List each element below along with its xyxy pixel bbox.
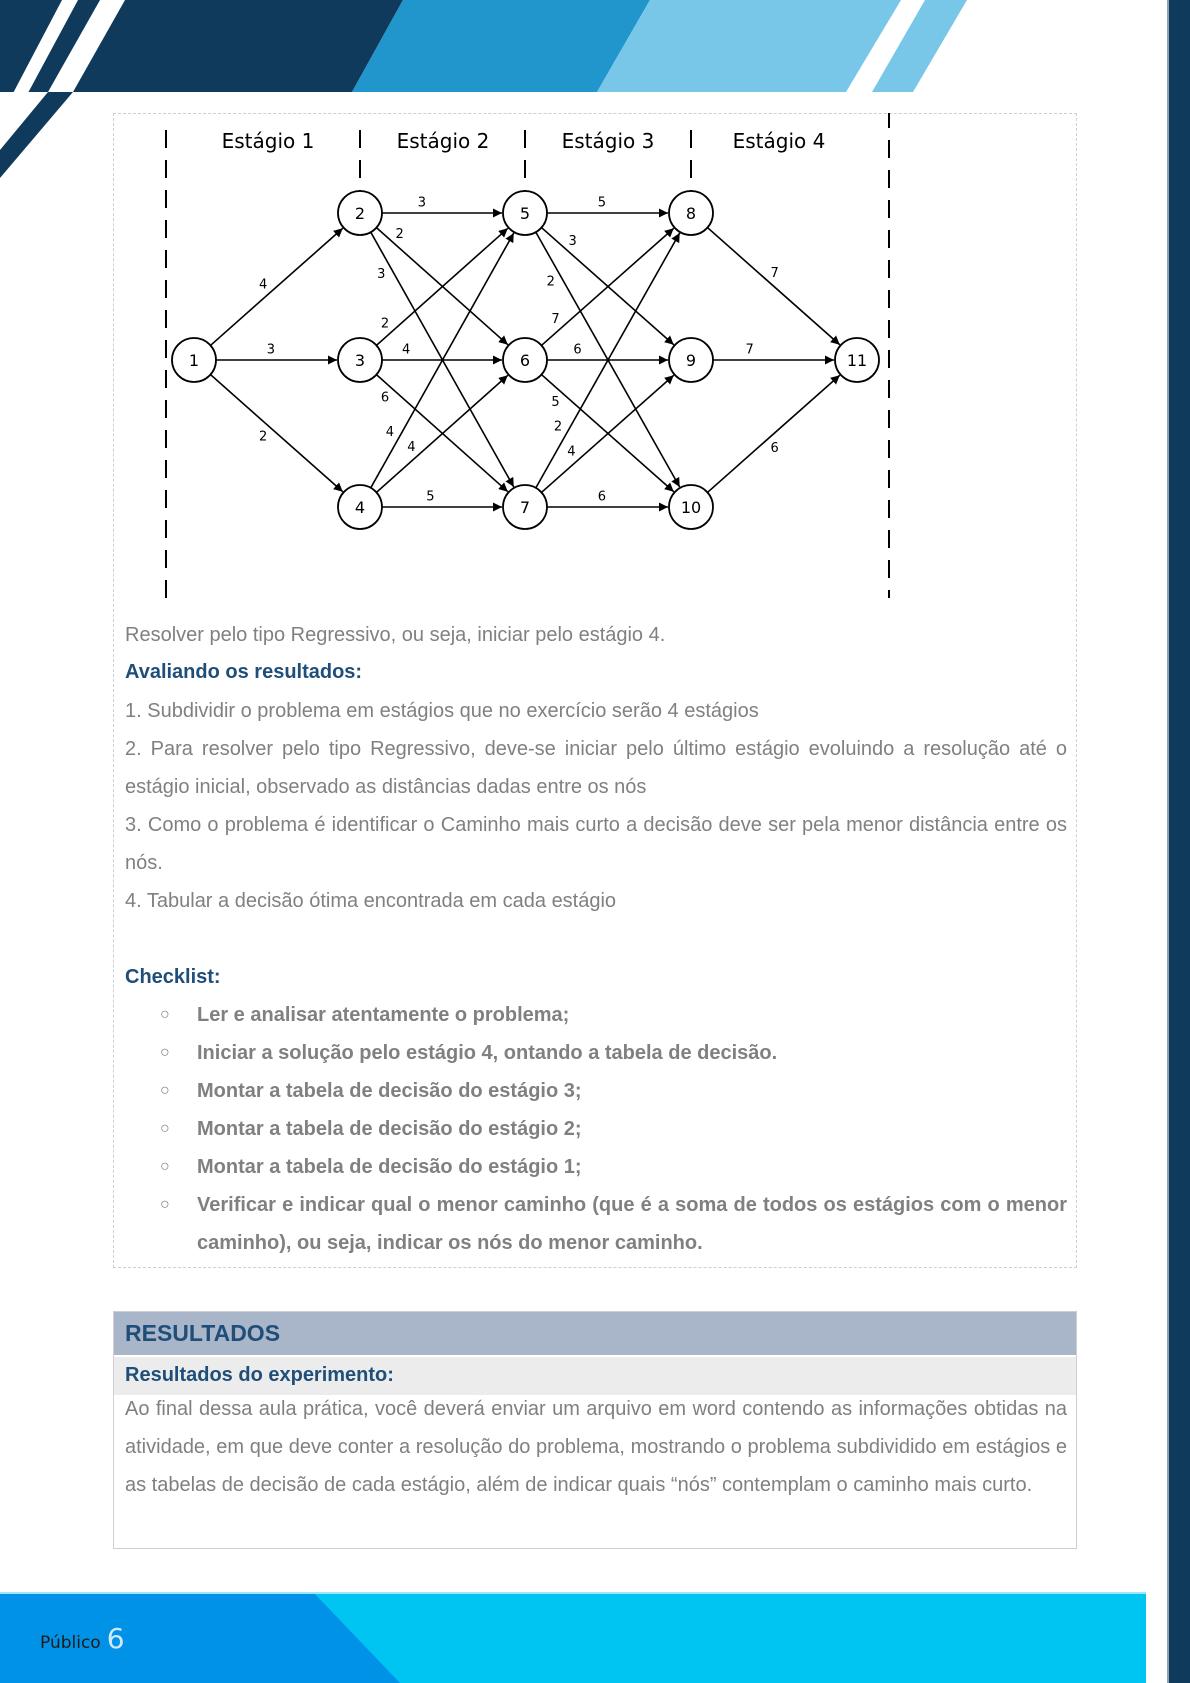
node-1 bbox=[172, 338, 216, 382]
edge-weight-label: 3 bbox=[568, 234, 577, 250]
intro-text: Resolver pelo tipo Regressivo, ou seja, iniciar pelo estágio 4. bbox=[125, 624, 666, 646]
footer-row bbox=[40, 1622, 125, 1655]
checklist-item bbox=[160, 996, 1067, 1034]
results-title: RESULTADOS bbox=[125, 1320, 281, 1346]
footer-banner bbox=[0, 1592, 1146, 1683]
step-1: 1. Subdividir o problema em estágios que no exercício serão 4 estágios bbox=[125, 700, 759, 722]
edge-weight-label: 4 bbox=[567, 444, 576, 460]
edge-weight-label: 6 bbox=[597, 489, 607, 505]
node-label: 2 bbox=[354, 204, 366, 223]
classification-label: Público bbox=[40, 1633, 101, 1653]
node-label: 5 bbox=[519, 204, 531, 223]
node-label: 7 bbox=[519, 498, 531, 517]
edge-weight-label: 6 bbox=[573, 342, 582, 358]
checklist-item-text: Montar a tabela de decisão do estágio 1; bbox=[197, 1156, 582, 1178]
checklist-heading: Checklist: bbox=[125, 966, 221, 988]
node-7 bbox=[503, 485, 547, 529]
node-label: 1 bbox=[188, 351, 200, 370]
edge-weight-label: 2 bbox=[395, 227, 404, 242]
edge-weight-label: 3 bbox=[377, 266, 386, 282]
edge-weight-label: 3 bbox=[266, 342, 276, 358]
stage-label: Estágio 2 bbox=[396, 129, 490, 153]
circle-bullet-icon: ○ bbox=[160, 1120, 170, 1137]
edge-weight-label: 7 bbox=[770, 265, 779, 281]
edge-weight-label: 7 bbox=[745, 342, 754, 358]
edge-weight-label: 4 bbox=[258, 277, 268, 293]
checklist-item-text: Montar a tabela de decisão do estágio 2; bbox=[197, 1118, 582, 1140]
edge-weight-label: 6 bbox=[380, 390, 390, 406]
edge-1-4 bbox=[210, 375, 342, 492]
step-4: 4. Tabular a decisão ótima encontrada em cada estágio bbox=[125, 890, 617, 912]
edge-weight-label: 5 bbox=[551, 395, 560, 411]
page-number: 6 bbox=[106, 1622, 125, 1655]
results-title-band bbox=[114, 1312, 1076, 1355]
checklist-item bbox=[160, 1148, 1067, 1186]
node-4 bbox=[338, 485, 382, 529]
circle-bullet-icon: ○ bbox=[160, 1044, 170, 1061]
results-subtitle: Resultados do experimento: bbox=[125, 1364, 394, 1386]
checklist-item bbox=[160, 1072, 1067, 1110]
edge-weight-label: 2 bbox=[553, 419, 563, 435]
checklist-item bbox=[160, 1034, 1067, 1072]
circle-bullet-icon: ○ bbox=[160, 1158, 170, 1175]
edge-8-11 bbox=[707, 228, 839, 345]
node-label: 9 bbox=[685, 351, 697, 370]
edge-weight-label: 5 bbox=[426, 489, 435, 505]
stage-label: Estágio 4 bbox=[732, 129, 826, 153]
node-6 bbox=[503, 338, 547, 382]
edge-weight-label: 4 bbox=[402, 342, 411, 358]
checklist-item bbox=[160, 1186, 1067, 1262]
edge-weight-label: 7 bbox=[551, 311, 560, 327]
evaluating-heading: Avaliando os resultados: bbox=[125, 661, 363, 683]
edge-weight-label: 6 bbox=[770, 441, 779, 457]
node-5 bbox=[503, 191, 547, 235]
checklist-item-text: Montar a tabela de decisão do estágio 3; bbox=[197, 1080, 582, 1102]
node-10 bbox=[669, 485, 713, 529]
circle-bullet-icon: ○ bbox=[160, 1196, 170, 1213]
edge-1-2 bbox=[210, 228, 342, 345]
circle-bullet-icon: ○ bbox=[160, 1006, 170, 1023]
node-label: 4 bbox=[354, 498, 366, 517]
checklist-item-text: Verificar e indicar qual o menor caminho (que é a soma de todos os estágios com o menor caminho), ou seja, indicar os nós do menor caminho. bbox=[197, 1194, 1067, 1254]
step-3: 3. Como o problema é identificar o Caminho mais curto a decisão deve ser pela menor distância entre os nós. bbox=[125, 814, 1067, 874]
step-2: 2. Para resolver pelo tipo Regressivo, deve-se iniciar pelo último estágio evoluindo a resolução até o estágio inicial, observado as distâncias dadas entre os nós bbox=[125, 738, 1067, 798]
stage-label: Estágio 3 bbox=[561, 129, 655, 153]
node-label: 10 bbox=[680, 498, 702, 517]
edge-weight-label: 4 bbox=[385, 424, 395, 440]
edge-10-11 bbox=[707, 375, 839, 492]
edge-weight-label: 4 bbox=[407, 440, 416, 455]
checklist-item-text: Iniciar a solução pelo estágio 4, ontando a tabela de decisão. bbox=[197, 1042, 778, 1064]
stage-label: Estágio 1 bbox=[221, 129, 315, 153]
node-8 bbox=[669, 191, 713, 235]
edge-weight-label: 2 bbox=[380, 316, 390, 332]
edge-weight-label: 2 bbox=[258, 429, 268, 445]
edge-weight-label: 2 bbox=[546, 274, 555, 290]
node-9 bbox=[669, 338, 713, 382]
edge-weight-label: 3 bbox=[417, 195, 427, 211]
circle-bullet-icon: ○ bbox=[160, 1082, 170, 1099]
checklist-item-text: Ler e analisar atentamente o problema; bbox=[197, 1004, 570, 1026]
node-3 bbox=[338, 338, 382, 382]
node-2 bbox=[338, 191, 382, 235]
banner-light-blue-block bbox=[597, 0, 901, 92]
results-text: Ao final dessa aula prática, você deverá enviar um arquivo em word contendo as informações obtidas na atividade, em que deve conter a resolução do problema, mostrando o problema subdividido em estágios e as tabelas de decisão de cada estágio, além de indicar quais “nós” contemplam o caminho mais curto. bbox=[125, 1398, 1067, 1496]
edge-weight-label: 5 bbox=[597, 195, 607, 211]
stage-network-diagram bbox=[113, 113, 1077, 613]
right-edge-bar bbox=[1167, 0, 1190, 1683]
node-11 bbox=[835, 338, 879, 382]
node-label: 11 bbox=[846, 351, 868, 370]
node-label: 3 bbox=[354, 351, 366, 370]
node-label: 8 bbox=[685, 204, 697, 223]
node-label: 6 bbox=[519, 351, 531, 370]
checklist-item bbox=[160, 1110, 1067, 1148]
